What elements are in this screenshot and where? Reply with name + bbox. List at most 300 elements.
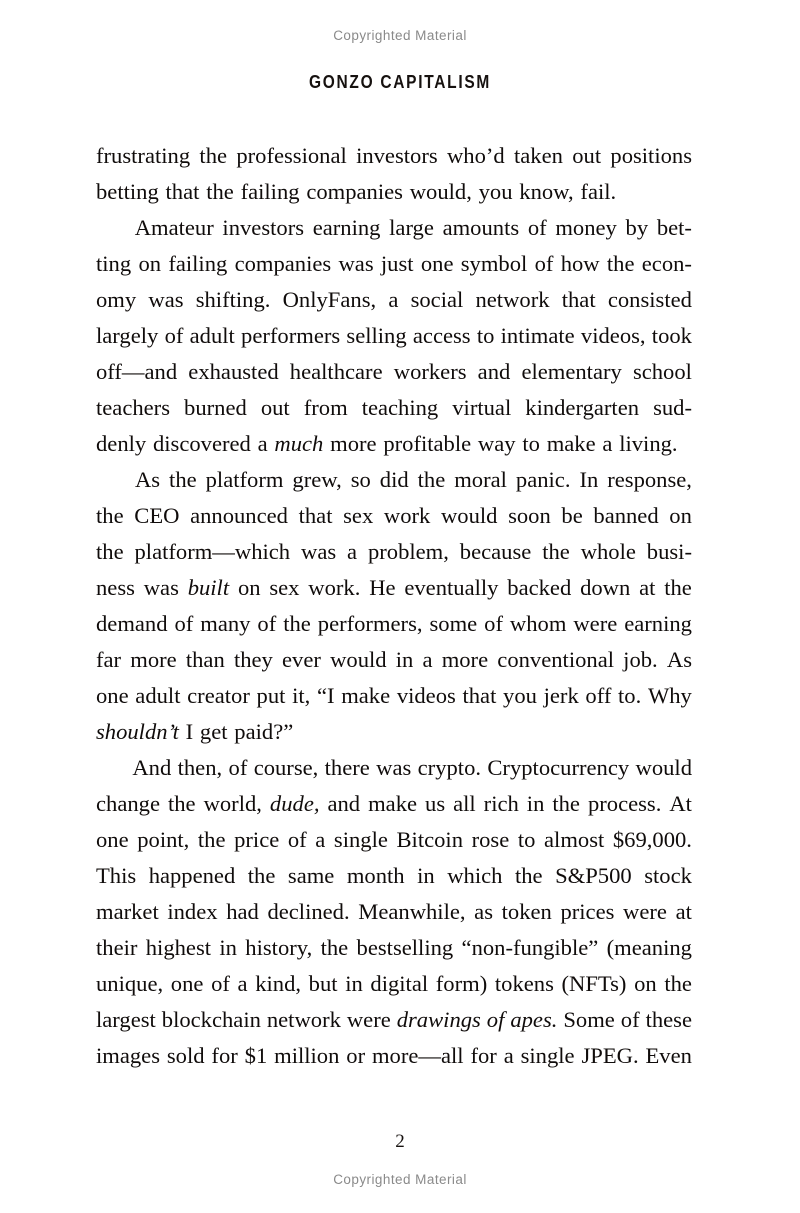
word: token: [501, 899, 552, 924]
word: apes.: [510, 1007, 558, 1032]
paragraph-indent: [96, 462, 126, 498]
word: history,: [245, 935, 313, 960]
word: the: [514, 863, 543, 888]
word: panic.: [515, 467, 571, 492]
word: of: [484, 611, 503, 636]
word: amounts: [442, 215, 520, 240]
word: market: [96, 899, 159, 924]
word: digital: [370, 971, 429, 996]
word: OnlyFans,: [282, 287, 377, 312]
word: sex: [343, 503, 374, 528]
word: the: [320, 935, 349, 960]
text-line: [96, 858, 692, 894]
word: of: [174, 611, 194, 636]
word: whole: [580, 539, 636, 564]
word: bestselling: [356, 935, 454, 960]
text-line: [96, 174, 692, 210]
word: were: [346, 1007, 391, 1032]
word: be: [561, 503, 583, 528]
word: response,: [607, 467, 692, 492]
word: that: [462, 683, 497, 708]
word: bet-: [656, 215, 692, 240]
word: the: [247, 863, 276, 888]
word: taken: [513, 143, 563, 168]
word: way: [477, 431, 516, 456]
word: the: [283, 611, 311, 636]
word: all: [453, 791, 476, 816]
word: positions: [610, 143, 692, 168]
word: a: [388, 287, 399, 312]
word: the: [606, 251, 635, 276]
word: tokens: [494, 971, 554, 996]
text-line: [96, 930, 692, 966]
text-line: [96, 678, 692, 714]
word: in: [219, 935, 237, 960]
word: highest: [145, 935, 212, 960]
word: off—and: [96, 359, 178, 384]
word: by: [625, 215, 649, 240]
word: investors: [356, 143, 438, 168]
text-line: [96, 1002, 692, 1038]
word: large: [389, 215, 434, 240]
word: of: [228, 755, 248, 780]
word: moral: [454, 467, 507, 492]
word: a: [347, 539, 358, 564]
text-line: [96, 282, 692, 318]
word: single: [333, 827, 388, 852]
text-line: [96, 246, 692, 282]
word: demand: [96, 611, 168, 636]
word: money: [555, 215, 617, 240]
word: backed: [507, 575, 572, 600]
word: one: [420, 251, 454, 276]
text-line: [96, 570, 692, 606]
word: you: [478, 179, 513, 204]
word: Even: [645, 1043, 692, 1068]
word: job.: [623, 647, 658, 672]
word: process.: [587, 791, 662, 816]
word: know,: [519, 179, 574, 204]
word: a: [257, 431, 268, 456]
word: the: [552, 791, 580, 816]
word: on: [634, 971, 657, 996]
page-number: 2: [395, 1131, 405, 1152]
text-line: [96, 786, 692, 822]
text-line: [96, 426, 692, 462]
word: jerk: [543, 683, 579, 708]
word: would,: [409, 179, 472, 204]
word: crypto.: [417, 755, 482, 780]
word: because: [459, 539, 532, 564]
word: work.: [308, 575, 361, 600]
word: Why: [647, 683, 692, 708]
word: were: [623, 899, 667, 924]
word: course,: [253, 755, 319, 780]
word: for: [211, 1043, 238, 1068]
word: million: [274, 1043, 340, 1068]
word: more: [441, 647, 489, 672]
word: of: [257, 611, 277, 636]
word: betting: [96, 179, 159, 204]
word: a: [602, 431, 613, 456]
paragraph: [96, 750, 692, 1074]
word: exhausted: [188, 359, 279, 384]
word: the: [167, 791, 196, 816]
word: of: [534, 251, 554, 276]
word: kindergarten: [525, 395, 640, 420]
word: Some: [563, 1007, 615, 1032]
word: the: [199, 143, 228, 168]
word: would: [635, 755, 692, 780]
text-line: [96, 318, 692, 354]
text-line: [96, 822, 692, 858]
word: whom: [509, 611, 567, 636]
word: the: [417, 467, 446, 492]
word: in: [395, 647, 414, 672]
word: in: [417, 863, 435, 888]
text-line: [96, 894, 692, 930]
word: on: [237, 575, 261, 600]
word: failing: [168, 251, 228, 276]
word: platform—which: [134, 539, 291, 564]
word: blockchain: [161, 1007, 261, 1032]
word: make: [546, 431, 596, 456]
word: of: [486, 1007, 505, 1032]
word: were: [573, 611, 618, 636]
word: creator: [187, 683, 250, 708]
word: rich: [483, 791, 519, 816]
word: burned: [184, 395, 247, 420]
word: In: [579, 467, 599, 492]
word: to.: [618, 683, 642, 708]
word: the: [197, 827, 226, 852]
word: profitable: [383, 431, 472, 456]
text-line: [96, 534, 692, 570]
word: took: [651, 323, 692, 348]
word: eventually: [404, 575, 499, 600]
word: announced: [190, 503, 288, 528]
word: a: [237, 971, 248, 996]
word: form): [435, 971, 488, 996]
word: and: [477, 359, 511, 384]
word: declined.: [267, 899, 350, 924]
word: network: [475, 287, 550, 312]
word: ting: [96, 251, 132, 276]
word: almost: [544, 827, 605, 852]
word: that: [298, 503, 333, 528]
word: social: [410, 287, 464, 312]
word: consisted: [607, 287, 692, 312]
text-line: [96, 642, 692, 678]
word: teaching: [361, 395, 439, 420]
word: more: [330, 431, 377, 456]
word: grew,: [292, 467, 342, 492]
word: access: [412, 323, 471, 348]
word: a: [503, 1043, 514, 1068]
word: network: [266, 1007, 341, 1032]
word: symbol: [460, 251, 528, 276]
word: (NFTs): [561, 971, 627, 996]
word: JPEG.: [581, 1043, 639, 1068]
word: month: [346, 863, 405, 888]
word: down: [580, 575, 631, 600]
word: the: [542, 539, 570, 564]
word: performers,: [317, 611, 423, 636]
word: of: [287, 827, 307, 852]
word: earning: [312, 215, 381, 240]
word: professional: [236, 143, 347, 168]
word: paid?”: [234, 719, 294, 744]
word: econ-: [641, 251, 692, 276]
paragraph: [96, 138, 692, 210]
paragraph: [96, 462, 692, 750]
word: the: [169, 467, 197, 492]
word: stock: [644, 863, 692, 888]
text-line: [96, 210, 692, 246]
word: performers: [241, 323, 341, 348]
word: of: [211, 971, 230, 996]
word: the: [664, 971, 692, 996]
word: investors: [222, 215, 305, 240]
paragraph: [96, 210, 692, 462]
word: earning: [624, 611, 692, 636]
text-line: [96, 354, 692, 390]
word: which: [447, 863, 503, 888]
word: how: [560, 251, 600, 276]
word: sex: [269, 575, 300, 600]
word: school: [632, 359, 692, 384]
word: videos,: [580, 323, 646, 348]
word: drawings: [396, 1007, 481, 1032]
word: who’d: [446, 143, 505, 168]
word: was: [376, 755, 412, 780]
text-line: [96, 462, 692, 498]
word: to: [522, 431, 540, 456]
word: fail.: [580, 179, 617, 204]
word: index: [167, 899, 218, 924]
word: sold: [166, 1043, 205, 1068]
word: did: [379, 467, 409, 492]
word: sud-: [653, 395, 692, 420]
word: it,: [292, 683, 311, 708]
word: teachers: [96, 395, 171, 420]
word: largest: [96, 1007, 156, 1032]
word: dude,: [269, 791, 320, 816]
word: a: [422, 647, 433, 672]
word: kind,: [255, 971, 302, 996]
word: a: [315, 827, 326, 852]
word: selling: [346, 323, 407, 348]
word: was: [148, 287, 184, 312]
paragraph-indent: [96, 750, 126, 786]
word: “I: [316, 683, 335, 708]
paragraph-indent: [96, 210, 126, 246]
word: companies: [234, 251, 332, 276]
word: shouldn’t: [96, 719, 179, 744]
word: make: [341, 683, 391, 708]
word: just: [380, 251, 414, 276]
word: S&P500: [555, 863, 632, 888]
text-line: [96, 138, 692, 174]
word: $1: [244, 1043, 268, 1068]
word: (meaning: [606, 935, 692, 960]
word: problem,: [367, 539, 449, 564]
word: living.: [619, 431, 678, 456]
word: busi-: [646, 539, 692, 564]
word: was: [301, 539, 337, 564]
word: banned: [593, 503, 659, 528]
word: images: [96, 1043, 160, 1068]
word: than: [185, 647, 225, 672]
word: was: [143, 575, 179, 600]
copyright-watermark-top: Copyrighted Material: [333, 28, 467, 43]
word: for: [470, 1043, 497, 1068]
word: As: [134, 467, 161, 492]
word: work: [383, 503, 431, 528]
word: virtual: [452, 395, 512, 420]
word: failing: [240, 179, 300, 204]
word: one: [96, 827, 129, 852]
word: Cryptocurrency: [487, 755, 630, 780]
word: you: [503, 683, 537, 708]
word: in: [526, 791, 545, 816]
text-line: [96, 1038, 692, 1074]
word: discovered: [152, 431, 251, 456]
word: conventional: [497, 647, 614, 672]
word: denly: [96, 431, 147, 456]
word: one: [96, 683, 129, 708]
word: This: [96, 863, 137, 888]
word: point,: [137, 827, 190, 852]
word: “non-fungible”: [461, 935, 599, 960]
word: He: [369, 575, 396, 600]
word: the: [96, 539, 124, 564]
word: many: [200, 611, 251, 636]
word: world,: [203, 791, 262, 816]
word: and: [327, 791, 361, 816]
word: would: [330, 647, 387, 672]
word: I: [185, 719, 194, 744]
word: adult: [189, 323, 235, 348]
word: of: [620, 1007, 640, 1032]
word: out: [572, 143, 602, 168]
word: us: [425, 791, 446, 816]
word: elementary: [521, 359, 622, 384]
word: the: [664, 575, 692, 600]
word: get: [199, 719, 228, 744]
text-line: [96, 498, 692, 534]
word: prices: [560, 899, 615, 924]
word: platform: [205, 467, 284, 492]
word: or: [346, 1043, 366, 1068]
word: price: [234, 827, 280, 852]
word: Meanwhile,: [358, 899, 466, 924]
word: on: [669, 503, 692, 528]
word: some: [429, 611, 478, 636]
word: so: [350, 467, 371, 492]
word: unique,: [96, 971, 164, 996]
word: but: [308, 971, 338, 996]
running-title: GONZO CAPITALISM: [308, 72, 492, 92]
word: soon: [508, 503, 551, 528]
word: these: [645, 1007, 692, 1032]
word: happened: [148, 863, 236, 888]
word: adult: [135, 683, 181, 708]
word: ness: [96, 575, 135, 600]
word: there: [324, 755, 370, 780]
word: omy: [96, 287, 137, 312]
word: of: [527, 215, 547, 240]
word: that: [165, 179, 200, 204]
word: frustrating: [96, 143, 191, 168]
word: And: [132, 755, 172, 780]
word: CEO: [134, 503, 180, 528]
word: largely: [96, 323, 159, 348]
word: shifting.: [195, 287, 271, 312]
word: at: [639, 575, 656, 600]
word: one: [170, 971, 204, 996]
word: more: [130, 647, 177, 672]
word: was: [338, 251, 374, 276]
word: of: [164, 323, 184, 348]
word: intimate: [500, 323, 575, 348]
word: At: [669, 791, 692, 816]
word: healthcare: [289, 359, 383, 384]
word: to: [517, 827, 536, 852]
word: out: [260, 395, 290, 420]
copyright-watermark-bottom: Copyrighted Material: [333, 1172, 467, 1187]
word: ever: [282, 647, 321, 672]
word: single: [520, 1043, 575, 1068]
word: Bitcoin: [396, 827, 464, 852]
word: rose: [471, 827, 510, 852]
word: built: [187, 575, 230, 600]
word: then,: [177, 755, 223, 780]
word: more—all: [371, 1043, 464, 1068]
word: they: [233, 647, 273, 672]
word: make: [368, 791, 418, 816]
word: videos: [396, 683, 456, 708]
word: from: [303, 395, 348, 420]
text-line: [96, 390, 692, 426]
word: companies: [306, 179, 403, 204]
word: off: [585, 683, 612, 708]
word: change: [96, 791, 160, 816]
word: as: [474, 899, 493, 924]
word: in: [345, 971, 363, 996]
word: that: [561, 287, 596, 312]
word: to: [476, 323, 495, 348]
word: put: [256, 683, 286, 708]
word: the: [206, 179, 234, 204]
word: far: [96, 647, 122, 672]
word: workers: [393, 359, 467, 384]
text-line: [96, 750, 692, 786]
word: had: [226, 899, 259, 924]
word: would: [440, 503, 498, 528]
word: much: [274, 431, 324, 456]
text-line: [96, 966, 692, 1002]
word: As: [666, 647, 692, 672]
word: the: [96, 503, 124, 528]
text-line: [96, 714, 692, 750]
word: Amateur: [134, 215, 214, 240]
word: at: [675, 899, 692, 924]
body-textblock: [96, 138, 692, 1074]
text-line: [96, 606, 692, 642]
word: their: [96, 935, 138, 960]
word: on: [138, 251, 162, 276]
